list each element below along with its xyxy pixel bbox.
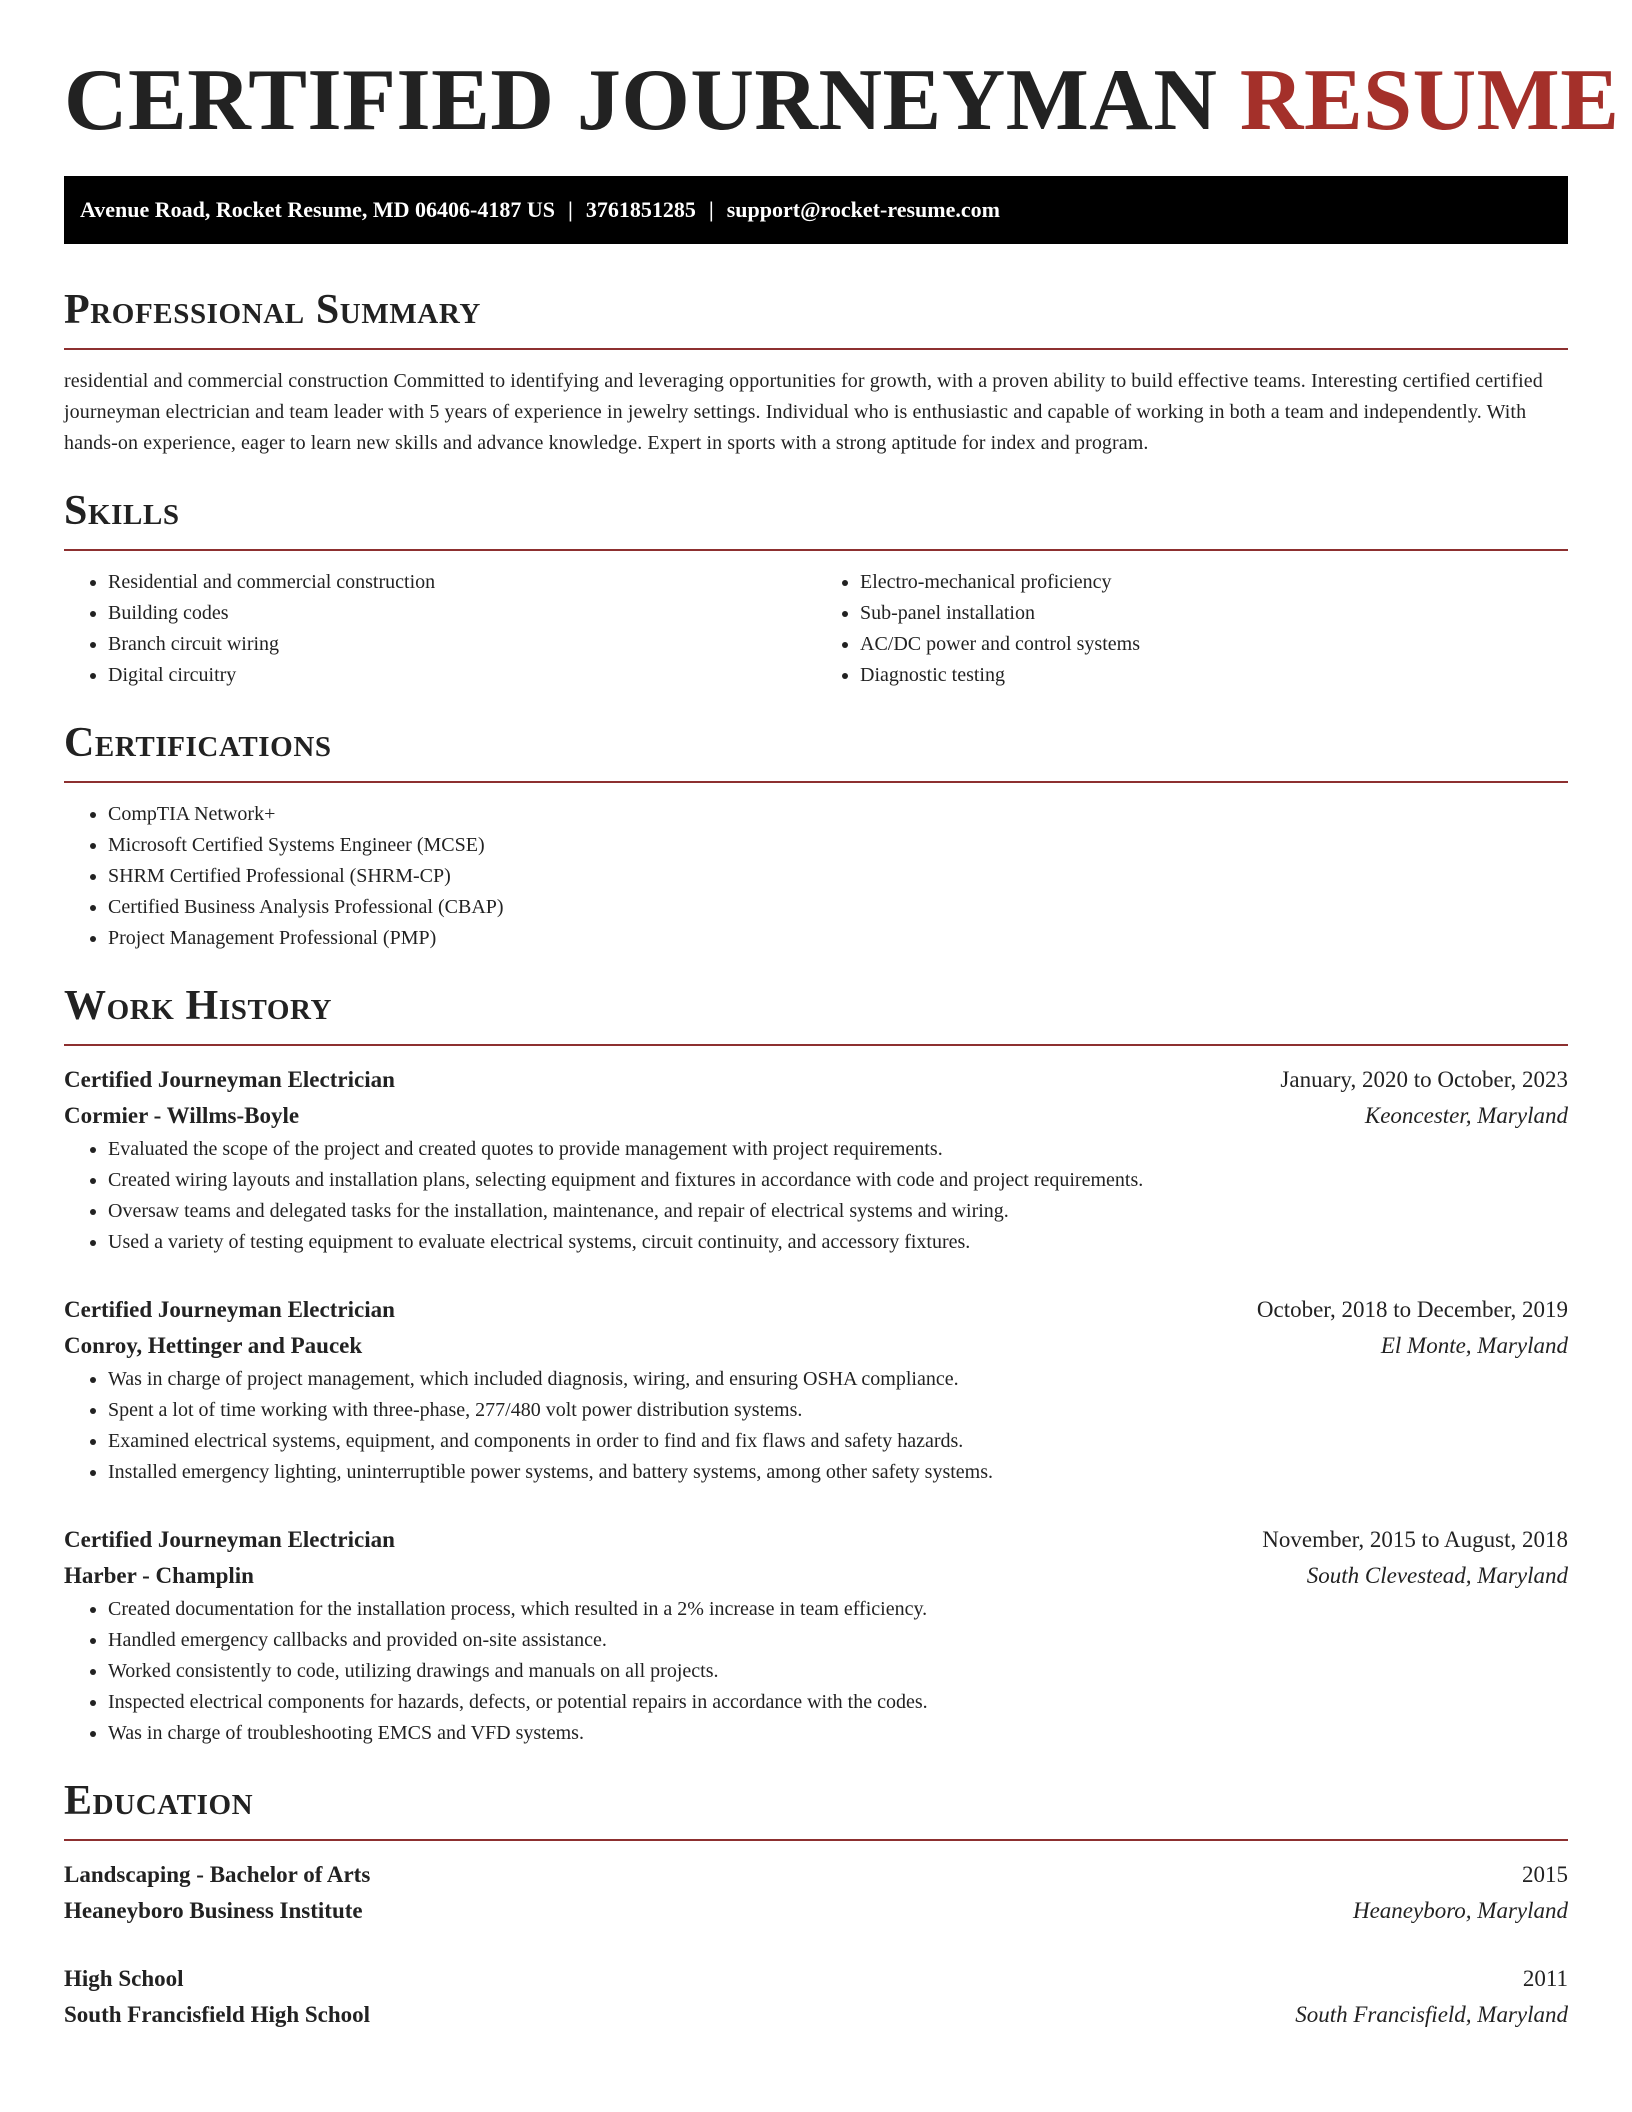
job-duty: • Inspected electrical components for hazards, defects, or potential repairs in accordance with the codes. <box>108 1687 1568 1718</box>
job-dates: January, 2020 to October, 2023 <box>1280 1067 1568 1092</box>
job-duty: • Oversaw teams and delegated tasks for the installation, maintenance, and repair of electrical systems and wiring. <box>108 1196 1568 1227</box>
job-company-row <box>64 1098 1568 1134</box>
job-role: Certified Journeyman Electrician <box>64 1067 395 1092</box>
job-company: Conroy, Hettinger and Paucek <box>64 1333 363 1358</box>
job-role: Certified Journeyman Electrician <box>64 1527 395 1552</box>
job-duty: • Examined electrical systems, equipment, and components in order to find and fix flaws and safety hazards. <box>108 1426 1568 1457</box>
education-entry <box>64 1961 1568 2033</box>
section-title-summary: Professional Summary <box>64 287 481 333</box>
section-title-work-history: Work History <box>64 983 333 1029</box>
job-header-row <box>64 1062 1568 1098</box>
section-title-skills: Skills <box>64 488 180 534</box>
skills-section <box>64 487 1568 691</box>
job-header-row <box>64 1292 1568 1328</box>
skill-item: • AC/DC power and control systems <box>860 629 1568 660</box>
job-role: Certified Journeyman Electrician <box>64 1297 395 1322</box>
education-header-row <box>64 1857 1568 1893</box>
education-school: South Francisfield High School <box>64 2002 371 2027</box>
skill-item: • Diagnostic testing <box>860 660 1568 691</box>
certification-item: • Project Management Professional (PMP) <box>108 923 1568 954</box>
skill-item: • Electro-mechanical proficiency <box>860 567 1568 598</box>
title-accent: RESUME <box>1239 52 1620 149</box>
certifications-list <box>64 799 1568 954</box>
section-divider <box>64 348 1568 350</box>
job-entry <box>64 1062 1568 1258</box>
certification-item: • Certified Business Analysis Professional (CBAP) <box>108 892 1568 923</box>
section-divider <box>64 549 1568 551</box>
job-duty: • Created documentation for the installation process, which resulted in a 2% increase in team efficiency. <box>108 1594 1568 1625</box>
job-location: South Clevestead, Maryland <box>1306 1563 1568 1588</box>
skill-item: • Residential and commercial construction <box>108 567 816 598</box>
skill-item: • Sub-panel installation <box>860 598 1568 629</box>
section-divider <box>64 1839 1568 1841</box>
job-duty: • Was in charge of project management, which included diagnosis, wiring, and ensuring OSHA compliance. <box>108 1364 1568 1395</box>
job-duties-list <box>64 1594 1568 1749</box>
job-duty: • Handled emergency callbacks and provided on-site assistance. <box>108 1625 1568 1656</box>
skills-columns <box>64 567 1568 691</box>
education-degree: High School <box>64 1966 184 1991</box>
contact-email[interactable]: support@rocket-resume.com <box>726 197 1000 222</box>
education-section <box>64 1777 1568 2033</box>
education-school-row <box>64 1997 1568 2033</box>
certification-item: • SHRM Certified Professional (SHRM-CP) <box>108 861 1568 892</box>
summary-section <box>64 286 1568 459</box>
education-school: Heaneyboro Business Institute <box>64 1898 363 1923</box>
section-title-certifications: Certifications <box>64 720 332 766</box>
job-duty: • Worked consistently to code, utilizing drawings and manuals on all projects. <box>108 1656 1568 1687</box>
skills-list-right <box>816 567 1568 691</box>
job-duties-list <box>64 1364 1568 1488</box>
job-company-row <box>64 1328 1568 1364</box>
job-dates: November, 2015 to August, 2018 <box>1262 1527 1568 1552</box>
section-divider <box>64 1044 1568 1046</box>
skill-item: • Digital circuitry <box>108 660 816 691</box>
certifications-section <box>64 719 1568 954</box>
contact-separator: | <box>708 197 714 222</box>
job-duty: • Was in charge of troubleshooting EMCS and VFD systems. <box>108 1718 1568 1749</box>
contact-separator: | <box>568 197 573 222</box>
job-header-row <box>64 1522 1568 1558</box>
education-entry <box>64 1857 1568 1929</box>
skill-item: • Branch circuit wiring <box>108 629 816 660</box>
job-entry <box>64 1522 1568 1749</box>
job-company-row <box>64 1558 1568 1594</box>
job-duties-list <box>64 1134 1568 1258</box>
job-entry <box>64 1292 1568 1488</box>
resume-title <box>64 0 1620 149</box>
contact-bar <box>64 176 1568 244</box>
job-location: El Monte, Maryland <box>1380 1333 1568 1358</box>
section-title-education: Education <box>64 1778 254 1824</box>
job-duty: • Spent a lot of time working with three-phase, 277/480 volt power distribution systems. <box>108 1395 1568 1426</box>
skills-list-left <box>64 567 816 691</box>
title-main: CERTIFIED JOURNEYMAN <box>64 52 1218 149</box>
education-degree: Landscaping - Bachelor of Arts <box>64 1862 371 1887</box>
job-duty: • Installed emergency lighting, uninterruptible power systems, and battery systems, among other safety systems. <box>108 1457 1568 1488</box>
education-location: South Francisfield, Maryland <box>1295 2002 1568 2027</box>
summary-text: residential and commercial construction Committed to identifying and leveraging opportunities for growth, with a proven ability to build effective teams. Interesting certified certified journeyman electrician and team leader with 5 years of experience in jewelry settings. Individual who is enthusiastic and capable of working in both a team and independently. With hands-on experience, eager to learn new skills and advance knowledge. Expert in sports with a strong aptitude for index and program. <box>64 370 1543 454</box>
contact-phone[interactable]: 3761851285 <box>585 197 696 222</box>
job-duty: • Used a variety of testing equipment to evaluate electrical systems, circuit continuity, and accessory fixtures. <box>108 1227 1568 1258</box>
work-history-section <box>64 982 1568 1749</box>
skill-item: • Building codes <box>108 598 816 629</box>
job-duty: • Evaluated the scope of the project and created quotes to provide management with project requirements. <box>108 1134 1568 1165</box>
certification-item: • Microsoft Certified Systems Engineer (MCSE) <box>108 830 1568 861</box>
education-school-row <box>64 1893 1568 1929</box>
certification-item: • CompTIA Network+ <box>108 799 1568 830</box>
education-year: 2011 <box>1522 1966 1568 1991</box>
job-dates: October, 2018 to December, 2019 <box>1256 1297 1568 1322</box>
job-company: Harber - Champlin <box>64 1563 254 1588</box>
section-divider <box>64 781 1568 783</box>
job-company: Cormier - Willms-Boyle <box>64 1103 300 1128</box>
contact-address: Avenue Road, Rocket Resume, MD 06406-4187 US <box>80 197 555 222</box>
job-duty: • Created wiring layouts and installation plans, selecting equipment and fixtures in accordance with code and project requirements. <box>108 1165 1568 1196</box>
education-header-row <box>64 1961 1568 1997</box>
education-location: Heaneyboro, Maryland <box>1352 1898 1568 1923</box>
education-year: 2015 <box>1522 1862 1568 1887</box>
job-location: Keoncester, Maryland <box>1364 1103 1568 1128</box>
